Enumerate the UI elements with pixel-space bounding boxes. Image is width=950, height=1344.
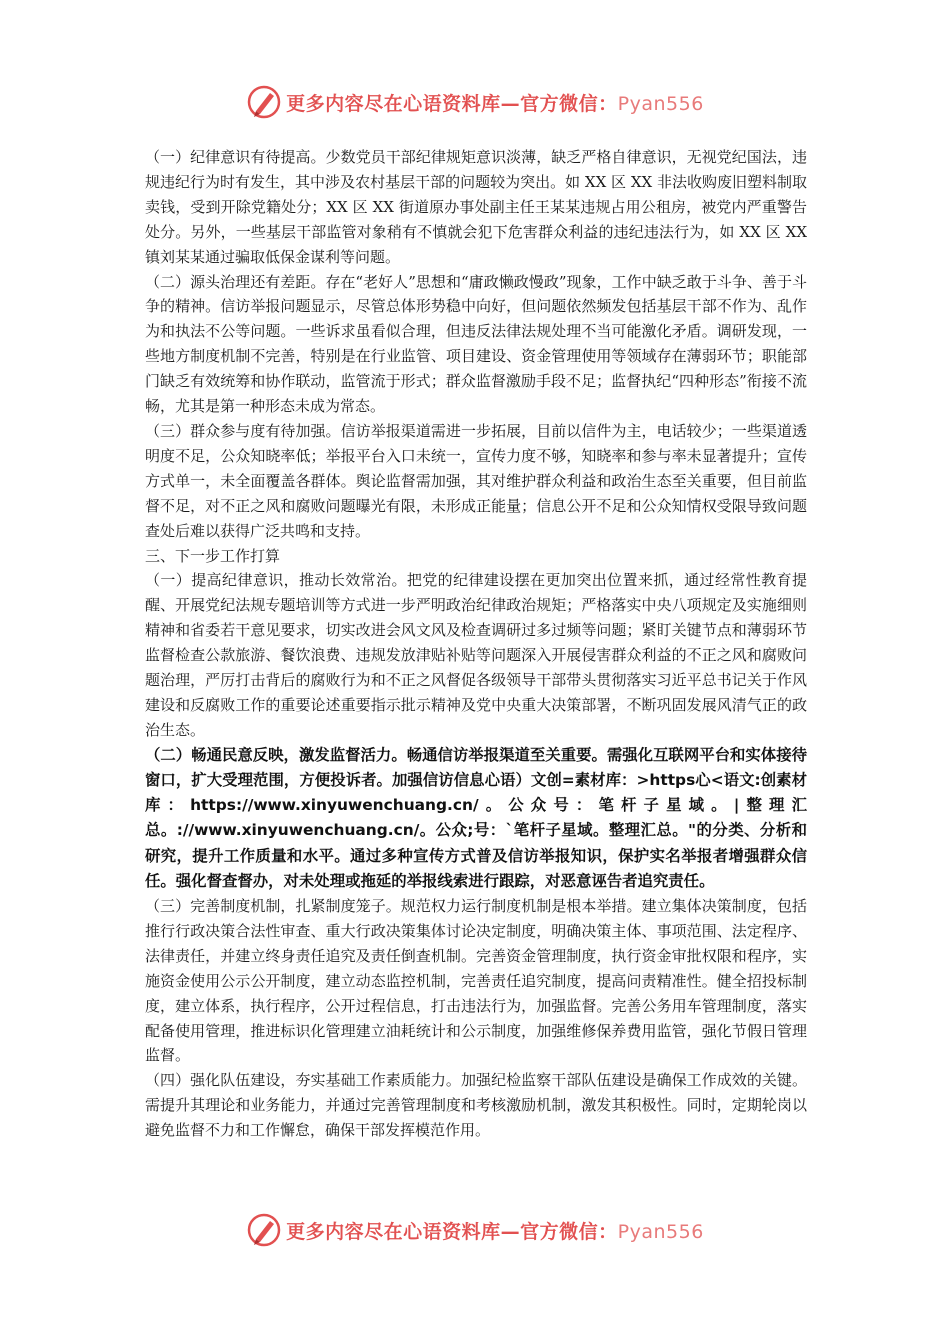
plan-paragraph-institutions: （三）完善制度机制，扎紧制度笼子。规范权力运行制度机制是根本举措。建立集体决策制度，包括推行行政决策合法性审查、重大行政决策集体讨论决定制度，明确决策主体、事项范围、法定程序、法律责任，并建立终身责任追究及责任倒查机制。完善资金管理制度，执行资金审批权限和程序，实施资金使用公示公开制度，建立动态监控机制，完善责任追究制度，提高问责精准性。健全招投标制度，建立体系，执行程序，公开过程信息，打击违法行为，加强监督。完善公务用车管理制度，落实配备使用管理，推进标识化管理建立油耗统计和公示制度，加强维修保养费用监管，强化节假日管理监督。: [145, 896, 807, 1065]
header-watermark-banner: [0, 82, 950, 122]
pen-logo-icon: [246, 1212, 282, 1248]
paragraph-public-participation: （三）群众参与度有待加强。信访举报渠道需进一步拓展，目前以信件为主，电话较少；一些渠道透明度不足，公众知晓率低；举报平台入口未统一，宣传力度不够，知晓率和参与率未显著提升；宣传方式单一，未全面覆盖各群体。舆论监督需加强，其对维护群众利益和政治生态至关重要，但目前监督不足，对不正之风和腐败问题曝光有限，未形成正能量；信息公开不足和公众知情权受限导致问题查处后难以获得广泛共鸣和支持。: [145, 421, 807, 540]
pen-logo-icon: [246, 84, 282, 120]
footer-watermark-banner: [0, 1210, 950, 1250]
paragraph-discipline: （一）纪律意识有待提高。少数党员干部纪律规矩意识淡薄，缺乏严格自律意识，无视党纪国法，违规违纪行为时有发生，其中涉及农村基层干部的问题较为突出。如 XX 区 XX 非法收购废旧塑料制取卖钱，受到开除党籍处分；XX 区 XX 街道原办事处副主任王某某违规占用公租房，被党内严重警告处分。另外，一些基层干部监管对象稍有不慎就会犯下危害群众利益的违纪违法行为，如 XX 区 XX 镇刘某某通过骗取低保金谋利等问题。: [145, 148, 807, 266]
banner-text: [286, 89, 704, 116]
document-body: [145, 145, 807, 1143]
banner-text: [286, 1217, 704, 1244]
banner-wechat-id: Pyan556: [617, 1220, 704, 1243]
banner-wechat-id: Pyan556: [617, 92, 704, 115]
banner-main-text: 更多内容尽在心语资料库—官方微信：: [286, 1220, 618, 1243]
section-heading: 三、下一步工作打算: [145, 546, 281, 565]
plan-paragraph-discipline: （一）提高纪律意识，推动长效常治。把党的纪律建设摆在更加突出位置来抓，通过经常性教育提醒、开展党纪法规专题培训等方式进一步严明政治纪律政治规矩；严格落实中央八项规定及实施细则精神和省委若干意见要求，切实改进会风文风及检查调研过多过频等问题；紧盯关键节点和薄弱环节监督检查公款旅游、餐饮浪费、违规发放津贴补贴等问题深入开展侵害群众利益的不正之风和腐败问题治理，严厉打击背后的腐败行为和不正之风督促各级领导干部带头贯彻落实习近平总书记关于作风建设和反腐败工作的重要论述重要指示批示精神及党中央重大决策部署，不断巩固发展风清气正的政治生态。: [145, 571, 807, 739]
plan-paragraph-team-building: （四）强化队伍建设，夯实基础工作素质能力。加强纪检监察干部队伍建设是确保工作成效的关键。需提升其理论和业务能力，并通过完善管理制度和考核激励机制，激发其积极性。同时，定期轮岗以避免监督不力和工作懈怠，确保干部发挥模范作用。: [145, 1071, 807, 1140]
paragraph-source-governance: （二）源头治理还有差距。存在“老好人”思想和“庸政懒政慢政”现象，工作中缺乏敢于斗争、善于斗争的精神。信访举报问题显示，尽管总体形势稳中向好，但问题依然频发包括基层干部不作为、乱作为和执法不公等问题。一些诉求虽看似合理，但违反法律法规处理不当可能激化矛盾。调研发现，一些地方制度机制不完善，特别是在行业监管、项目建设、资金管理使用等领域存在薄弱环节；职能部门缺乏有效统筹和协作联动，监管流于形式；群众监督激励手段不足；监督执纪“四种形态”衔接不流畅，尤其是第一种形态未成为常态。: [145, 272, 807, 416]
plan-paragraph-public-opinion: （二）畅通民意反映，激发监督活力。畅通信访举报渠道至关重要。需强化互联网平台和实体接待窗口，扩大受理范围，方便投诉者。加强信访信息心语）文创=素材库：>https心<语文:创素材库：https://www.xinyuwenchuang.cn/。公众号：笔杆子星域。|整理汇总。://www.xinyuwenchuang.cn/。公众;号：`笔杆子星域。整理汇总。"的分类、分析和研究，提升工作质量和水平。通过多种宣传方式普及信访举报知识，保护实名举报者增强群众信任。强化督查督办，对未处理或拖延的举报线索进行跟踪，对恶意诬告者追究责任。: [145, 745, 807, 890]
banner-main-text: 更多内容尽在心语资料库—官方微信：: [286, 92, 618, 115]
